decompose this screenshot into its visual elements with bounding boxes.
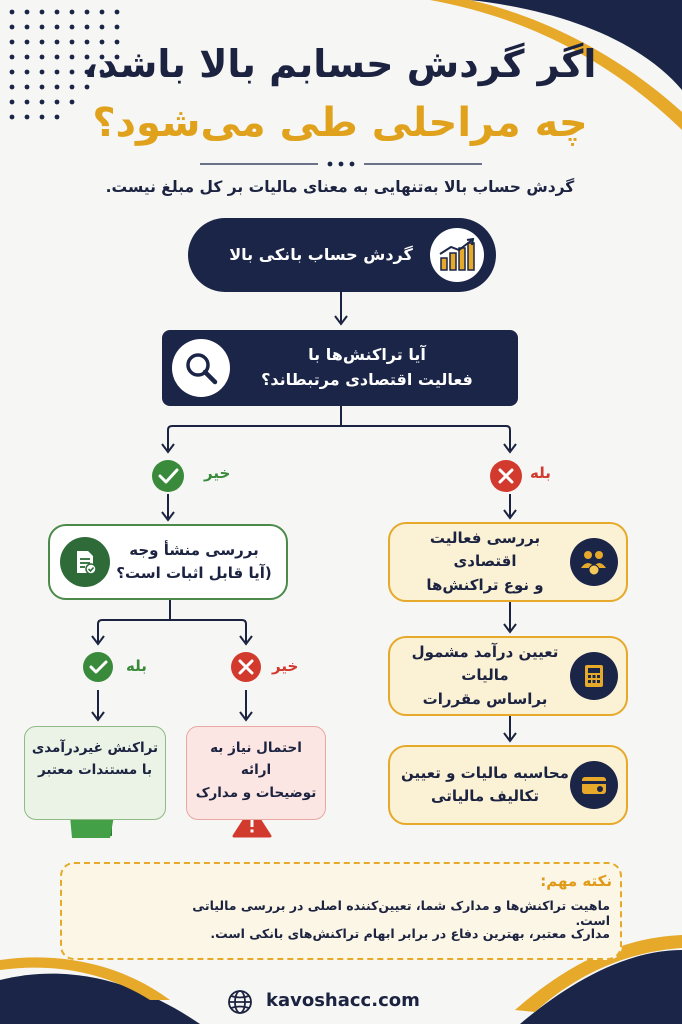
decor-dot bbox=[115, 25, 120, 30]
decor-dot bbox=[10, 40, 15, 45]
decor-dot bbox=[10, 115, 15, 120]
decor-dot bbox=[70, 10, 75, 15]
start-node-label: گردش حساب بانکی بالا bbox=[229, 244, 413, 264]
decor-dot bbox=[10, 25, 15, 30]
decor-dot bbox=[40, 25, 45, 30]
decor-dot bbox=[10, 10, 15, 15]
decor-dot bbox=[115, 10, 120, 15]
decor-dot bbox=[10, 85, 15, 90]
page-title-line1: اگر گردش حسابم بالا باشد، bbox=[83, 42, 597, 86]
decor-dot bbox=[10, 70, 15, 75]
source-check-node bbox=[48, 524, 288, 600]
step-node-economic-review bbox=[388, 522, 628, 602]
decor-dot bbox=[85, 25, 90, 30]
outcome-need-documents bbox=[186, 726, 326, 820]
decor-dot bbox=[25, 85, 30, 90]
globe-icon bbox=[229, 991, 251, 1013]
decor-dot bbox=[25, 40, 30, 45]
decor-dot bbox=[25, 115, 30, 120]
decor-dot bbox=[55, 25, 60, 30]
decor-dot bbox=[100, 10, 105, 15]
wave-bottom-left bbox=[0, 974, 200, 1024]
step-node-taxable-income bbox=[388, 636, 628, 716]
people-money-icon bbox=[570, 538, 618, 586]
important-note-box bbox=[60, 862, 622, 960]
start-node bbox=[188, 218, 496, 292]
step-label: محاسبه مالیات و تعیین تکالیف مالیاتی bbox=[401, 763, 569, 805]
wallet-icon bbox=[570, 761, 618, 809]
calculator-icon bbox=[570, 652, 618, 700]
outcome-label: احتمال نیاز به ارائه توضیحات و مدارک bbox=[195, 740, 317, 801]
decor-dot bbox=[25, 100, 30, 105]
magnifier-icon bbox=[172, 339, 230, 397]
branch-label-yes: بله bbox=[530, 464, 551, 482]
document-check-icon bbox=[60, 537, 110, 587]
decor-dot bbox=[10, 100, 15, 105]
step-label: تعیین درآمد مشمول مالیات براساس مقررات bbox=[411, 643, 559, 708]
source-check-label: بررسی منشأ وجه (آیا قابل اثبات است؟ bbox=[116, 540, 272, 582]
note-line: ماهیت تراکنش‌ها و مدارک شما، تعیین‌کننده اصلی در بررسی مالیاتی است. bbox=[192, 898, 610, 928]
step-label: بررسی فعالیت اقتصادی و نوع تراکنش‌ها bbox=[426, 529, 544, 594]
outcome-non-income bbox=[24, 726, 166, 820]
decor-dot bbox=[25, 10, 30, 15]
growth-chart-icon bbox=[430, 228, 484, 282]
decor-dot bbox=[70, 25, 75, 30]
page-title-line2: چه مراحلی طی می‌شود؟ bbox=[92, 100, 588, 146]
decor-dot bbox=[25, 25, 30, 30]
decision-node-label: آیا تراکنش‌ها با فعالیت اقتصادی مرتبطاند؟ bbox=[261, 345, 473, 389]
step-node-tax-calculation bbox=[388, 745, 628, 825]
branch-label-no: خیر bbox=[204, 464, 231, 482]
website-link[interactable]: kavoshacc.com bbox=[266, 990, 420, 1011]
decor-dot bbox=[25, 70, 30, 75]
note-title: نکته مهم: bbox=[540, 872, 612, 890]
left-branch-label-yes: بله bbox=[126, 657, 147, 675]
note-line: مدارک معتبر، بهترین دفاع در برابر ابهام تراکنش‌های بانکی است. bbox=[210, 926, 610, 941]
check-icon-left-yes bbox=[83, 652, 113, 682]
decor-dot bbox=[55, 10, 60, 15]
decor-dot bbox=[40, 10, 45, 15]
decor-dot bbox=[25, 55, 30, 60]
outcome-label: تراکنش غیردرآمدی با مستندات معتبر bbox=[31, 740, 159, 779]
left-branch-label-no: خیر bbox=[272, 657, 299, 675]
decor-dot bbox=[85, 10, 90, 15]
check-icon-no-branch bbox=[152, 460, 184, 492]
page-subtitle: گردش حساب بالا به‌تنهایی به معنای مالیات بر کل مبلغ نیست. bbox=[105, 178, 575, 196]
decor-dot bbox=[10, 55, 15, 60]
decision-node bbox=[162, 330, 518, 406]
decor-dot bbox=[100, 25, 105, 30]
